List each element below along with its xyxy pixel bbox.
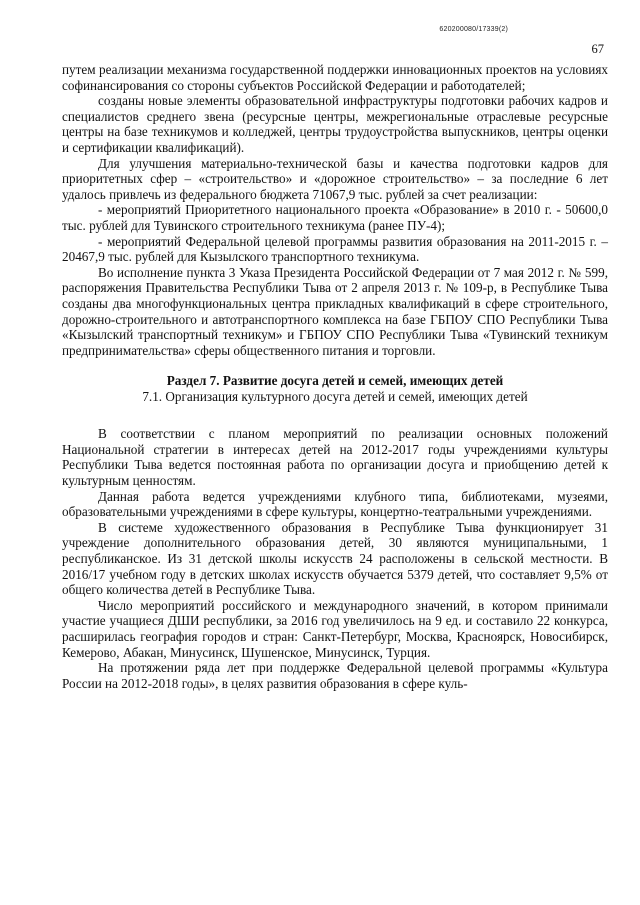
section-title: Раздел 7. Развитие досуга детей и семей, имеющих детей <box>166 373 504 389</box>
paragraph: В соответствии с планом мероприятий по реализации основных положений Национальной стратегии в интересах детей на 2012-2017 годы учреждениями культуры Республики Тыва ведется постоянная работа по организации досуга и приобщению детей к культурным ценностям. <box>62 426 608 489</box>
page-number: 67 <box>591 42 604 56</box>
paragraph: Данная работа ведется учреждениями клубного типа, библиотеками, музеями, образовательными учреждениями в сфере культуры, концертно-театральными учреждениями. <box>62 488 608 520</box>
list-item: - мероприятий Приоритетного национального проекта «Образование» в 2010 г. - 50600,0 тыс. рублей для Тувинского строительного техникума (ранее ПУ-4); <box>62 202 608 233</box>
paragraph: На протяжении ряда лет при поддержке Федеральной целевой программы «Культура России на 2012-2018 годы», в целях развития образования в сфере куль- <box>62 660 608 691</box>
document-body <box>62 62 608 691</box>
paragraph: путем реализации механизма государственной поддержки инновационных проектов на условиях софинансирования со стороны субъектов Российской Федерации и работодателей; <box>62 62 608 93</box>
paragraph: созданы новые элементы образовательной инфраструктуры подготовки рабочих кадров и специалистов среднего звена (ресурсные центры, межрегиональные отраслевые ресурсные центры на базе техникумов и колледжей, центры трудоустройства выпускников, центры оценки и сертификации квалификаций). <box>62 93 608 155</box>
document-code: 620200080/17339(2) <box>439 26 508 33</box>
paragraph: В системе художественного образования в Республике Тыва функционирует 31 учреждение дополнительного образования детей, 30 являются муниципальными, 1 республиканское. Из 31 детской школы искусств 24 расположены в сельской местности. В 2016/17 учебном году в детских школах искусств обучается 5379 детей, что составляет 9,5% от общего количества детей в Республике Тыва. <box>62 519 608 598</box>
list-item: - мероприятий Федеральной целевой программы развития образования на 2011-2015 г. – 20467,9 тыс. рублей для Кызылского транспортного техникума. <box>62 233 608 265</box>
paragraph: Для улучшения материально-технической базы и качества подготовки кадров для приоритетных сфер – «строительство» и «дорожное строительство» – за последние 6 лет удалось привлечь из федерального бюджета 71067,9 тыс. рублей за счет реализации: <box>62 155 608 202</box>
paragraph: Число мероприятий российского и международного значений, в котором принимали участие учащиеся ДШИ республики, за 2016 год увеличилось на 9 ед. и составило 22 конкурса, расширилась география городов и стран: Санкт-Петербург, Москва, Красноярск, Новосибирск, Кемерово, Абакан, Минусинск, Шушенское, Минусинск, Турция. <box>62 597 608 660</box>
paragraph: Во исполнение пункта 3 Указа Президента Российской Федерации от 7 мая 2012 г. № 599, распоряжения Правительства Республики Тыва от 2 апреля 2013 г. № 109-р, в Республике Тыва созданы два многофункциональных центра прикладных квалификаций в сфере строительного, дорожно-строительного и автотранспортного комплекса на базе ГБПОУ СПО Республики Тыва «Кызылский транспортный техникум» и ГБПОУ СПО Республики Тыва «Тувинский техникум предпринимательства» сферы общественного питания и торговли. <box>62 264 608 358</box>
subsection-title: 7.1. Организация культурного досуга детей и семей, имеющих детей <box>142 389 528 405</box>
